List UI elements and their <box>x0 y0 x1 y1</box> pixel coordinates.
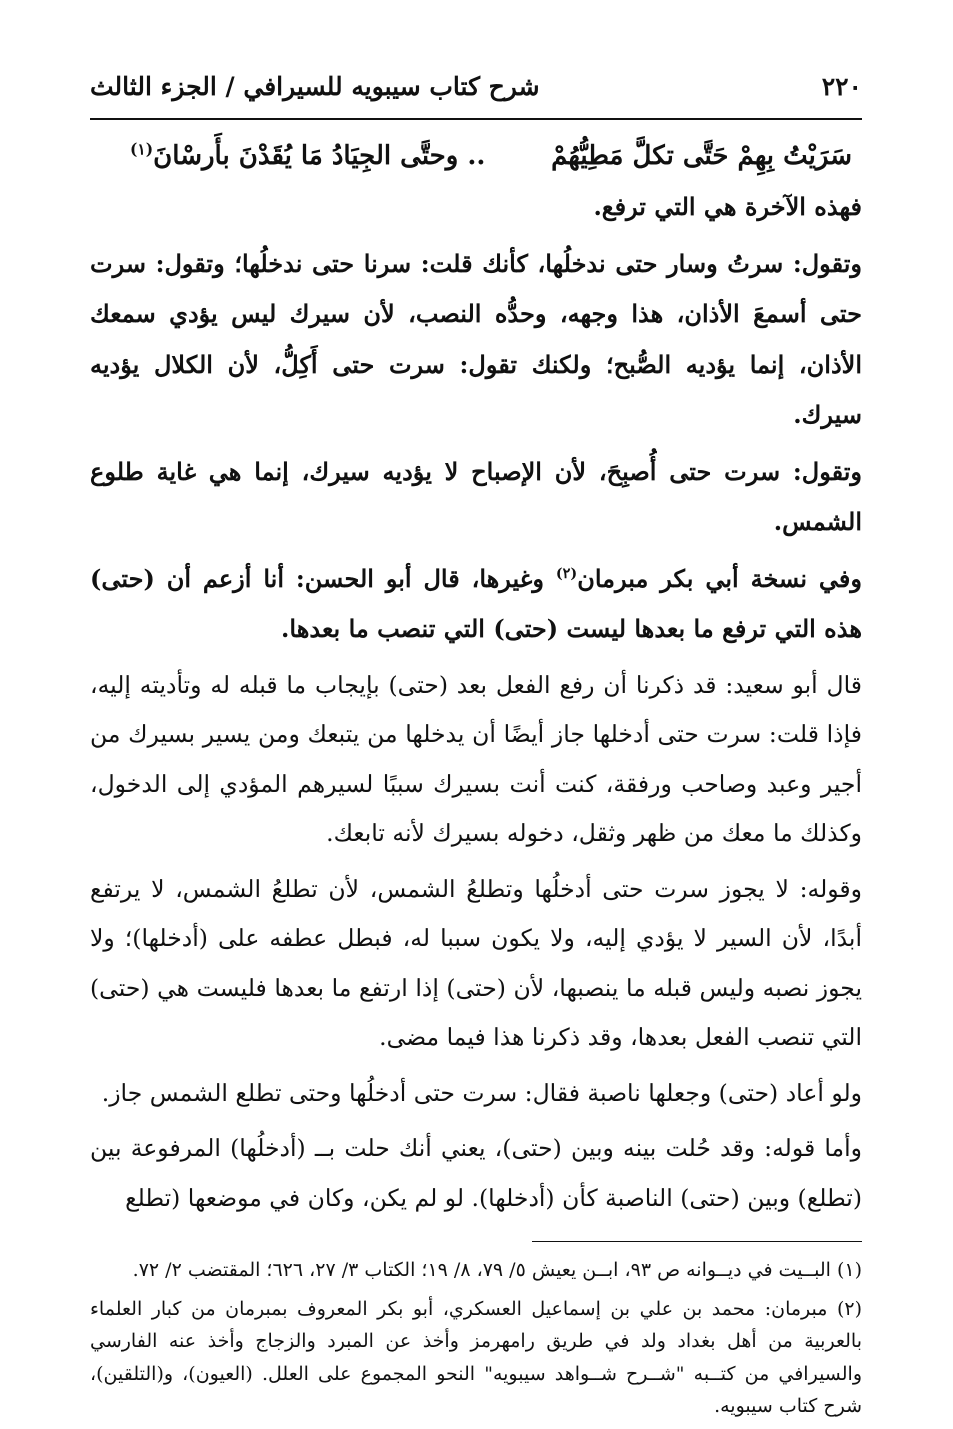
footnote-1 <box>90 1254 862 1287</box>
footnote-2 <box>90 1293 862 1423</box>
footnote-ref-2: (٢) <box>555 564 578 582</box>
paragraph-1: فهذه الآخرة هي التي ترفع. <box>593 192 862 221</box>
footnote-1-marker: (١) <box>836 1259 862 1281</box>
footnote-ref-1: (١) <box>130 139 154 159</box>
paragraph-7: ولو أعاد (حتى) وجعلها ناصبة فقال: سرت حتى أدخلُها وحتى تطلع الشمس جاز. <box>101 1078 862 1107</box>
paragraph-2: وتقول: سرتُ وسار حتى ندخلُها، كأنك قلت: سرنا حتى ندخلُها؛ وتقول: سرت حتى أسمعَ الأذان، هذا وجهه، وحدُّه النصب، لأن سيرك ليس يؤدي سمعك الأذان، إنما يؤديه الصُّبح؛ ولكنك تقول: سرت حتى أَكِلُّ، لأن الكلال يؤديه سيرك. <box>90 248 863 429</box>
footnote-1-text: البــيت في ديــوانه ص ٩٣، ابــن يعيش ٥/ ٧٩، ٨/ ١٩؛ الكتاب ٣/ ٢٧، ٦٢٦؛ المقتضب ٢/ ٧٢. <box>132 1259 831 1281</box>
paragraph-5: قال أبو سعيد: قد ذكرنا أن رفع الفعل بعد (حتى) بإيجاب ما قبله له وتأديته إليه، فإذا قلت: سرت حتى أدخلها جاز أيضًا أن يدخلها من يتبعك ومن يسير بسيرك من أجير وعبد وصاحب ورفقة، كنت أنت بسيرك سببًا لسيرهم المؤدي إلى الدخول، وكذلك ما معك من ظهر وثقل، دخوله بسيرك لأنه تابعك. <box>90 670 862 847</box>
paragraph-6: وقوله: لا يجوز سرت حتى أدخلُها وتطلعُ الشمس، لأن تطلعُ الشمس، لا يرتفع أبدًا، لأن السير لا يؤدي إليه، ولا يكون سببا له، فبطل عطفه على (أدخلها)؛ ولا يجوز نصبه وليس قبله ما ينصبها، لأن (حتى) إذا ارتفع ما بعدها فليست هي (حتى) التي تنصب الفعل بعدها، وقد ذكرنا هذا فيما مضى. <box>90 874 862 1051</box>
book-page <box>90 60 862 1429</box>
footnote-2-text: مبرمان: محمد بن علي بن إسماعيل العسكري، أبو بكر المعروف بمبرمان من كبار العلماء بالعربية من أهل بغداد ولد في طريق رامهرمز وأخذ عن المبرد والزجاج وأخذ عنه الفارسي والسيرافي من كتــبه "شــرح شــواهد سيبويه" النحو المجموع على العلل. (العيون)، و(التلقين)، شرح كتاب سيبويه. <box>90 1297 862 1417</box>
verse-hemistich-1: سَرَيْتُ بِهِمْ حَتَّى تكلَّ مَطِيُّهُمْ <box>551 141 852 171</box>
paragraph-4 <box>90 554 862 655</box>
paragraph-4-end: وغيرها، قال أبو الحسن: أنا أزعم أن (حتى) هذه التي ترفع ما بعدها ليست (حتى) التي تنصب ما بعدها. <box>90 563 862 643</box>
footnote-rule <box>532 1241 862 1242</box>
paragraph-8: وأما قوله: وقد حُلت بينه وبين (حتى)، يعني أنك حلت بــ (أدخلُها) المرفوعة بين (تطلع) وبين (حتى) الناصبة كأن (أدخلها). لو لم يكن، وكان في موضعها (تطلع <box>90 1134 862 1212</box>
paragraph-4-start: وفي نسخة أبي بكر مبرمان <box>577 563 862 593</box>
header-rule <box>90 118 862 120</box>
footnote-2-marker: (٢) <box>836 1297 863 1320</box>
verse-hemistich-2-wrap <box>130 130 485 182</box>
page-header <box>90 60 862 114</box>
poetry-verse <box>90 130 862 182</box>
page-number: ٢٢٠ <box>821 72 862 101</box>
paragraph-3: وتقول: سرت حتى أُصبِحَ، لأن الإصباح لا يؤديه سيرك، إنما هي غاية طلوع الشمس. <box>90 456 862 536</box>
running-title: شرح كتاب سيبويه للسيرافي / الجزء الثالث <box>90 72 540 101</box>
verse-hemistich-2: .. وحتَّى الجِيَادُ مَا يُقَدْنَ بأَرسْانَ <box>153 141 486 171</box>
